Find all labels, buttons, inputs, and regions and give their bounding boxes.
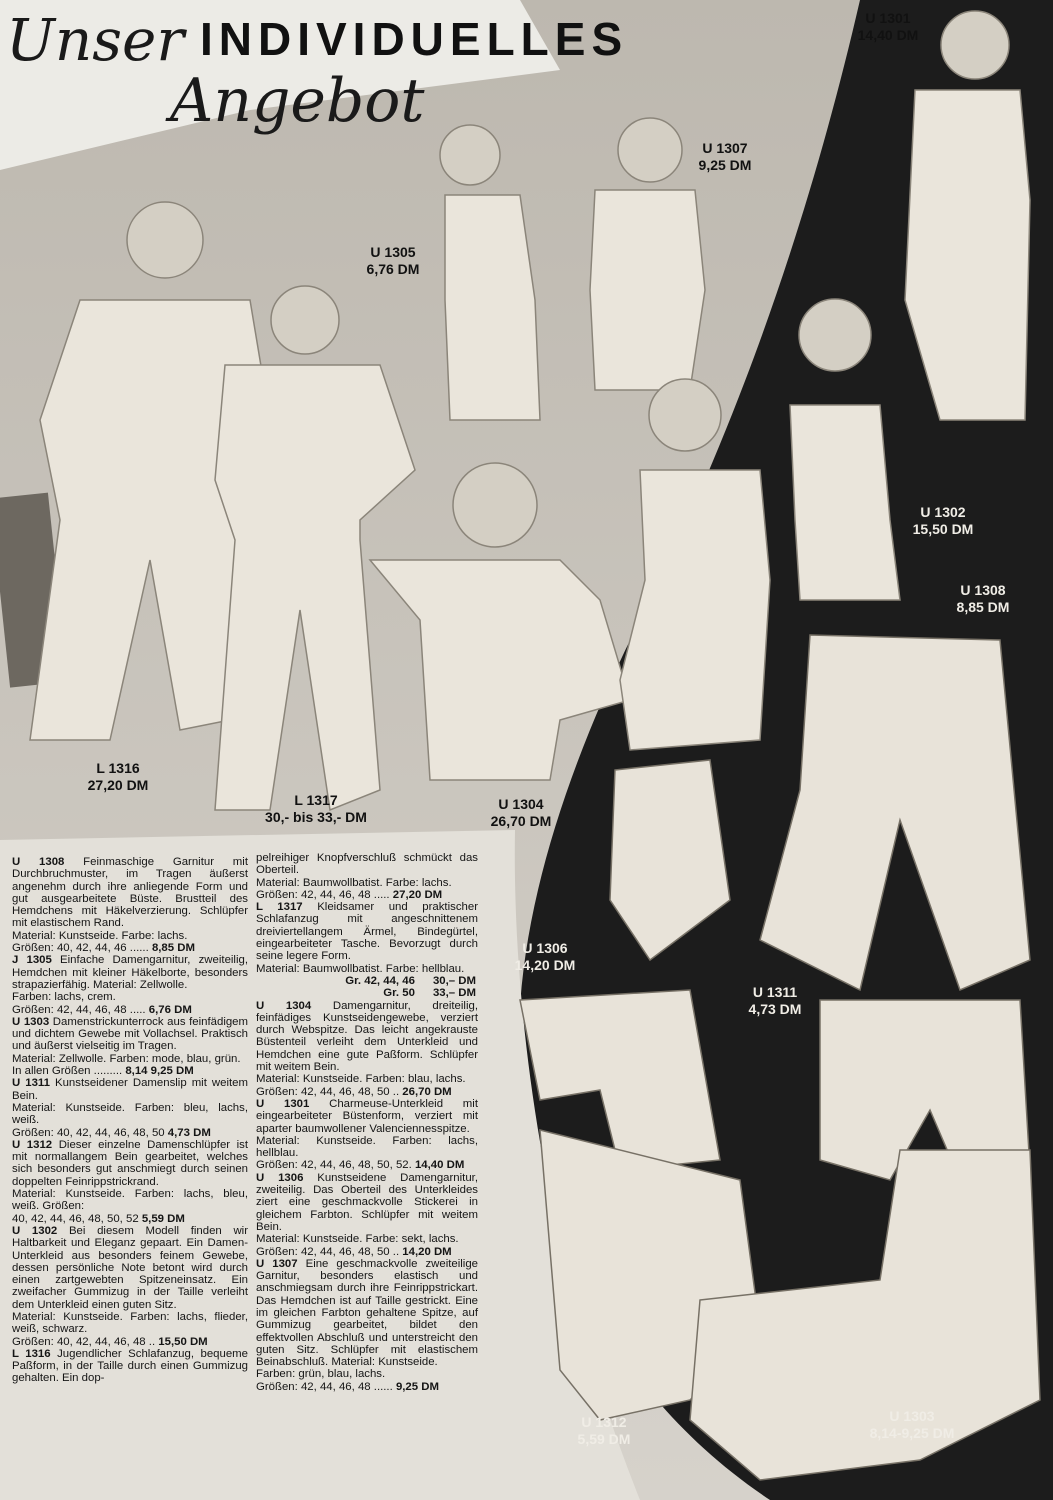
desc-u1312: U 1312 Dieser einzelne Damenschlüpfer ist mit normallangem Bein gearbeitet, welches sich besonders gut anschmiegt durch seinen doppelten Feinrippstrickrand. Material: Kunstseide. Farben: lachs, bleu, weiß. Größen: 40, 42, 44, 46, 48, 50, 52 5,59 DM	[12, 1138, 249, 1225]
price-value: 8,85 DM	[956, 599, 1010, 615]
price-value: 30,- bis 33,- DM	[265, 809, 367, 825]
desc-u1301: U 1301 Charmeuse-Unterkleid mit eingearbeiteter Büstenform, verziert mit aparter baumwollener Valenciennesspitze. Material: Kunstseide. Farben: lachs, hellblau. Größen: 42, 44, 46, 48, 50, 52. 14,40 DM	[256, 1097, 478, 1172]
price-code: U 1303	[889, 1408, 935, 1424]
description-column-2	[256, 852, 478, 1393]
price-label-u1301	[838, 10, 938, 44]
price-label-u1302	[898, 504, 988, 538]
desc-l1317: L 1317 Kleidsamer und praktischer Schlafanzug mit angeschnittenem dreiviertellangem Ärmel, Bindegürtel, eingearbeiteter Tasche. Bevorzugt durch seine legere Form. Material: Baumwollbatist. Farbe: hellblau. Gr. 42, 44, 46 30,– DM Gr. 50 33,– DM	[256, 901, 478, 1000]
desc-u1306: U 1306 Kunstseidene Damengarnitur, zweiteilig. Das Oberteil des Unterkleides ziert eine geschmackvolle Stickerei in gleichem Farbton. Schlüpfer mit weitem Bein. Material: Kunstseide. Farbe: sekt, lachs. Größen: 42, 44, 46, 48, 50 .. 14,20 DM	[256, 1171, 478, 1258]
price-value: 27,20 DM	[87, 777, 149, 793]
price-label-u1312	[564, 1414, 644, 1448]
price-code: U 1301	[865, 10, 911, 26]
figure-u1307	[590, 190, 705, 390]
price-value: 8,14-9,25 DM	[869, 1425, 955, 1441]
price-code: U 1304	[498, 796, 544, 812]
desc-u1304: U 1304 Damengarnitur, dreiteilig, feinfädiges Kunstseidengewebe, verziert durch Webspitze. Das leicht angekrauste Büstenteil verleiht dem Unterkleid und Hemdchen eine gute Paßform. Schlüpfer mit weitem Bein. Material: Kunstseide. Farben: blau, lachs. Größen: 42, 44, 46, 48, 50 .. 26,70 DM	[256, 999, 478, 1098]
price-label-u1306	[500, 940, 590, 974]
price-code: U 1307	[702, 140, 748, 156]
price-code: L 1317	[294, 792, 338, 808]
price-value: 15,50 DM	[912, 521, 974, 537]
price-value: 5,59 DM	[577, 1431, 631, 1447]
price-code: U 1312	[581, 1414, 627, 1430]
figure-head-1316	[127, 202, 203, 278]
price-value: 6,76 DM	[366, 261, 420, 277]
size-row: Gr. 42, 44, 46 30,– DM	[345, 974, 476, 987]
desc-u1311: U 1311 Kunstseidener Damenslip mit weitem Bein. Material: Kunstseide. Farben: bleu, lachs, weiß. Größen: 40, 42, 44, 46, 48, 50 4,73 DM	[12, 1077, 248, 1139]
price-code: U 1302	[920, 504, 966, 520]
figure-head-1307	[618, 118, 682, 182]
size-row: Gr. 50 33,– DM	[383, 987, 476, 1000]
price-label-u1305	[348, 244, 438, 278]
price-label-u1307	[680, 140, 770, 174]
price-code: U 1308	[960, 582, 1006, 598]
price-label-l1316	[68, 760, 168, 794]
price-value: 26,70 DM	[490, 813, 552, 829]
figure-head-1301	[941, 11, 1009, 79]
price-label-u1303	[852, 1408, 972, 1442]
figure-head-1302	[799, 299, 871, 371]
headline-bold: INDIVIDUELLES	[200, 13, 629, 65]
desc-j1305: J 1305 Einfache Damengarnitur, zweiteilig, Hemdchen mit kleiner Häkelborte, besonders strapazierfähig. Material: Zellwolle. Farben: lachs, crem. Größen: 42, 44, 46, 48 ..... 6,76 DM	[12, 954, 248, 1016]
figure-head-1306	[649, 379, 721, 451]
figure-head-1305	[440, 125, 500, 185]
price-code: L 1316	[96, 760, 140, 776]
desc-l1316: L 1316 Jugendlicher Schlafanzug, bequeme Paßform, in der Taille durch einen Gummizug gehalten. Ein dop-	[12, 1347, 248, 1385]
figure-u1306	[620, 470, 770, 750]
price-value: 9,25 DM	[698, 157, 752, 173]
figure-head-1317	[271, 286, 339, 354]
desc-u1302: U 1302 Bei diesem Modell finden wir Haltbarkeit und Eleganz gepaart. Ein Damen-Unterkleid aus besonders feinem Gewebe, dessen persönliche Note betont wird durch einen zartgewebten Spitzeneinsatz. Ein zweifacher Gummizug in der Taille verleiht dem Unterkleid einen guten Sitz. Material: Kunstseide. Farben: lachs, flieder, weiß, schwarz. Größen: 40, 42, 44, 46, 48 .. 15,50 DM	[12, 1224, 248, 1348]
price-label-l1317	[236, 792, 396, 826]
price-label-u1311	[740, 984, 810, 1018]
price-code: U 1306	[522, 940, 568, 956]
desc-u1308: U 1308 Feinmaschige Garnitur mit Durchbruchmuster, im Tragen äußerst angenehm durch ihre anliegende Form und gut ausgearbeitete Büste. Brustteil des Hemdchens mit Häkelverzierung. Schlüpfer mit elastischem Rand. Material: Kunstseide. Farbe: lachs. Größen: 40, 42, 44, 46 ...... 8,85 DM	[12, 856, 248, 955]
price-code: U 1311	[752, 984, 798, 1000]
figure-head-1304	[453, 463, 537, 547]
price-code: U 1305	[370, 244, 416, 260]
price-value: 4,73 DM	[748, 1001, 802, 1017]
price-label-u1308	[938, 582, 1028, 616]
desc-l1316-cont: pelreihiger Knopfverschluß schmückt das Oberteil. Material: Baumwollbatist. Farbe: lachs. Größen: 42, 44, 46, 48 ..... 27,20 DM	[256, 852, 478, 901]
headline-script-top: Unser	[6, 6, 185, 74]
price-value: 14,40 DM	[857, 27, 919, 43]
headline-script-bottom: Angebot	[170, 66, 425, 136]
price-label-u1304	[486, 796, 556, 830]
desc-u1303: U 1303 Damenstrickunterrock aus feinfädigem und dichtem Gewebe mit Vollachsel. Praktisch und äußerst vielseitig im Tragen. Material: Zellwolle. Farben: mode, blau, grün. In allen Größen ......... 8,14 9,25 DM	[12, 1015, 249, 1078]
desc-u1307: U 1307 Eine geschmackvolle zweiteilige Garnitur, besonders elastisch und anschmiegsam durch ihre Feinrippstrickart. Das Hemdchen ist auf Taille gestrickt. Eine im gleichen Farbton gehaltene Spitze, auf Gummizug gearbeitet, bildet den effektvollen Abschluß und unterstreicht den guten Sitz. Schlüpfer mit elastischem Beinabschluß. Material: Kunstseide. Farben: grün, blau, lachs. Größen: 42, 44, 46, 48 ...... 9,25 DM	[256, 1257, 478, 1393]
price-value: 14,20 DM	[514, 957, 576, 973]
description-column-1	[12, 856, 248, 1385]
